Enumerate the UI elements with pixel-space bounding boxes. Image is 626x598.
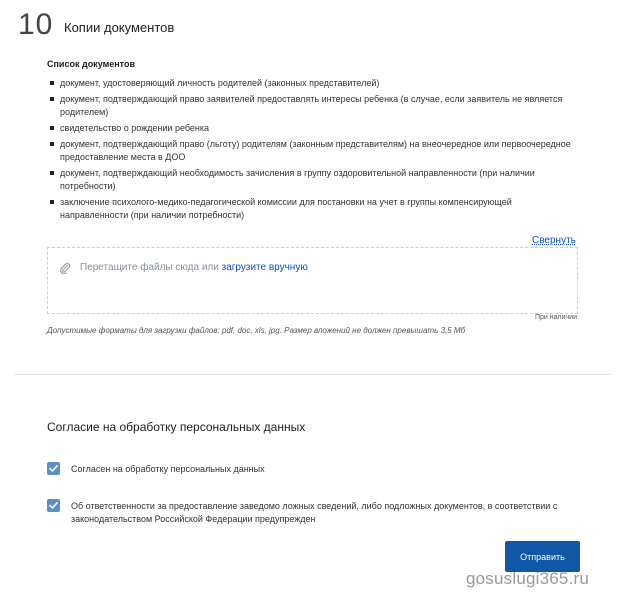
check-icon xyxy=(49,464,58,473)
list-item xyxy=(50,196,580,222)
collapse-link[interactable]: Свернуть xyxy=(532,235,576,246)
consent-checkbox-label: Согласен на обработку персональных данных xyxy=(71,464,265,474)
step-number: 10 xyxy=(18,8,54,41)
if-present-note: При наличии xyxy=(535,314,577,321)
consent-checkbox-responsibility[interactable] xyxy=(47,499,60,512)
documents-list-heading: Список документов xyxy=(47,59,135,69)
list-item-text: документ, подтверждающий право (льготу) родителям (законным представителям) на внеочередное или первоочередное предоставление места в ДОО xyxy=(60,139,571,162)
upload-manually-link[interactable]: загрузите вручную xyxy=(221,262,308,273)
list-item xyxy=(50,167,580,193)
list-item-text: документ, подтверждающий право заявителей предоставлять интересы ребенка (в случае, если заявитель не является родителем) xyxy=(60,94,563,117)
list-item xyxy=(50,93,580,119)
bullet-icon xyxy=(50,171,54,175)
dropzone-text xyxy=(80,262,308,273)
list-item-text: документ, удостоверяющий личность родителей (законных представителей) xyxy=(60,78,380,88)
list-item xyxy=(50,138,580,164)
list-item xyxy=(50,122,580,135)
consent-checkbox-personal-data[interactable] xyxy=(47,462,60,475)
responsibility-checkbox-label: Об ответственности за предоставление заведомо ложных сведений, либо подложных документов, в соответствии с законодательством Российской Федерации предупрежден xyxy=(71,501,558,524)
paperclip-icon xyxy=(59,261,71,273)
bullet-icon xyxy=(50,126,54,130)
documents-list xyxy=(50,77,580,225)
list-item-text: заключение психолого-медико-педагогической комиссии для постановки на учет в группы компенсирующей направленности (при наличии потребности) xyxy=(60,197,512,220)
submit-button[interactable]: Отправить xyxy=(505,541,580,572)
formats-hint: Допустимые форматы для загрузки файлов: pdf, doc, xls, jpg. Размер вложений не должен превышать 3,5 Мб xyxy=(47,326,466,335)
consent-title: Согласие на обработку персональных данных xyxy=(47,420,306,434)
list-item xyxy=(50,77,580,90)
bullet-icon xyxy=(50,81,54,85)
watermark: gosuslugi365.ru xyxy=(466,569,590,588)
bullet-icon xyxy=(50,200,54,204)
file-dropzone[interactable] xyxy=(47,247,578,314)
bullet-icon xyxy=(50,142,54,146)
bullet-icon xyxy=(50,97,54,101)
list-item-text: свидетельство о рождении ребенка xyxy=(60,123,210,133)
section-divider xyxy=(14,374,612,375)
dropzone-instruction: Перетащите файлы сюда или xyxy=(80,262,219,273)
step-title: Копии документов xyxy=(64,20,175,35)
check-icon xyxy=(49,501,58,510)
list-item-text: документ, подтверждающий необходимость зачисления в группу оздоровительной направленности (при наличии потребности) xyxy=(60,168,535,191)
